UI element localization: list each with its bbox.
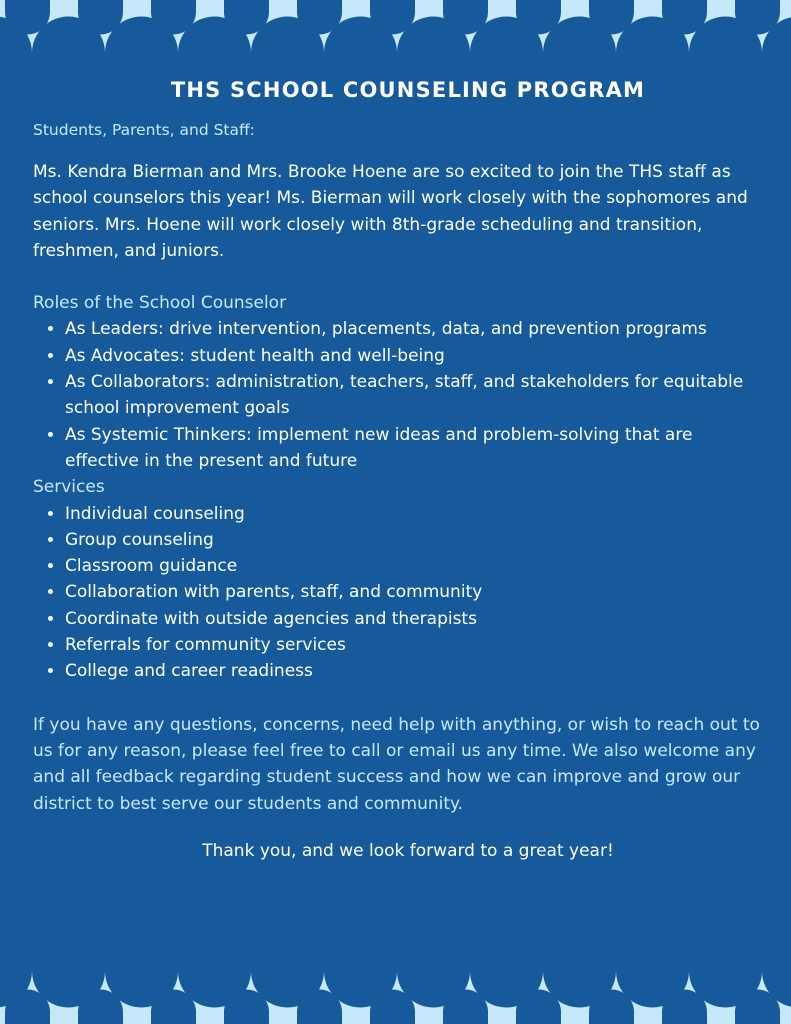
roles-list — [33, 316, 773, 474]
scallop-border-top — [0, 0, 791, 60]
closing-paragraph: If you have any questions, concerns, need help with anything, or wish to reach out to us for any reason, please feel free to call or email us any time. We also welcome any and all feedback regarding student success and how we can improve and grow our district to best serve our students and community. — [33, 714, 760, 814]
list-item: • As Leaders: drive intervention, placements, data, and prevention programs — [65, 316, 773, 342]
list-item: • Group counseling — [65, 527, 773, 553]
list-item: • Collaboration with parents, staff, and community — [65, 579, 773, 605]
services-heading: Services — [33, 477, 105, 498]
roles-heading: Roles of the School Counselor — [33, 293, 287, 314]
list-item: • Individual counseling — [65, 501, 773, 527]
list-item: • As Systemic Thinkers: implement new ideas and problem-solving that are effective in the present and future — [65, 422, 773, 475]
list-item: • As Collaborators: administration, teachers, staff, and stakeholders for equitable school improvement goals — [65, 369, 773, 422]
list-item: • College and career readiness — [65, 658, 773, 684]
flyer-content — [33, 78, 773, 861]
list-item: • Classroom guidance — [65, 553, 773, 579]
greeting: Students, Parents, and Staff: — [33, 121, 255, 139]
thank-you-line: Thank you, and we look forward to a great year! — [202, 840, 614, 861]
list-item: • Coordinate with outside agencies and therapists — [65, 606, 773, 632]
page-title: THS SCHOOL COUNSELING PROGRAM — [170, 78, 646, 102]
list-item: • Referrals for community services — [65, 632, 773, 658]
list-item: • As Advocates: student health and well-being — [65, 343, 773, 369]
services-list — [33, 501, 773, 685]
intro-paragraph: Ms. Kendra Bierman and Mrs. Brooke Hoene are so excited to join the THS staff as school counselors this year! Ms. Bierman will work closely with the sophomores and seniors. Mrs. Hoene will work closely with 8th-grade scheduling and transition, freshmen, and juniors. — [33, 162, 748, 261]
scallop-border-bottom — [0, 964, 791, 1024]
